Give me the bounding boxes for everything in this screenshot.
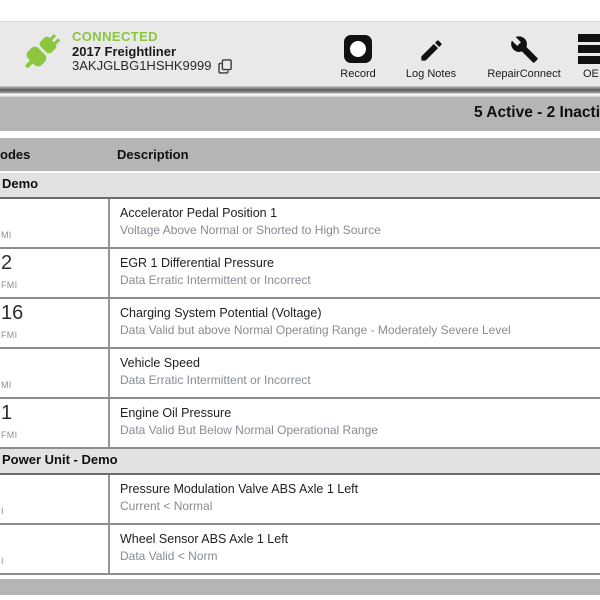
fault-code-cell	[0, 475, 110, 523]
fault-code-cell	[0, 249, 110, 297]
record-icon	[322, 31, 394, 64]
fault-subtitle: Data Erratic Intermittent or Incorrect	[120, 373, 311, 387]
repairconnect-label: RepairConnect	[487, 68, 561, 80]
column-header-description: Description	[117, 147, 189, 162]
fault-description-cell	[112, 199, 600, 237]
list-icon	[578, 31, 600, 64]
vehicle-name: 2017 Freightliner	[72, 43, 177, 59]
section-header-engine: Demo	[0, 173, 600, 199]
fault-summary-bar	[0, 97, 600, 131]
table-footer-bar	[0, 579, 600, 595]
fault-description-cell	[112, 349, 600, 387]
fault-title: Wheel Sensor ABS Axle 1 Left	[120, 532, 289, 546]
fault-code-table	[0, 138, 600, 595]
fault-description-cell	[112, 475, 600, 513]
fault-code-cell	[0, 349, 110, 397]
fault-subtitle: Current < Normal	[120, 499, 213, 513]
connection-plug-icon	[19, 27, 63, 77]
section-header-power-unit: Power Unit - Demo	[0, 449, 600, 475]
fault-subtitle: Data Valid < Norm	[120, 549, 218, 563]
fault-title: Accelerator Pedal Position 1	[120, 206, 278, 220]
fault-code-fmi: FMI	[1, 280, 18, 290]
connection-status: CONNECTED	[72, 29, 158, 44]
fault-description-cell	[112, 249, 600, 287]
fault-code-number: 2	[1, 252, 13, 274]
fault-summary-text: 5 Active - 2 Inacti	[473, 104, 600, 121]
pencil-icon	[394, 31, 468, 64]
column-header-codes: odes	[0, 147, 31, 162]
fault-subtitle: Data Erratic Intermittent or Incorrect	[120, 273, 311, 287]
fault-subtitle: Data Valid but above Normal Operating Range - Moderately Severe Level	[120, 323, 511, 337]
fault-code-number: 1	[1, 402, 13, 424]
fault-title: Charging System Potential (Voltage)	[120, 306, 322, 320]
connection-header	[0, 21, 600, 87]
fault-row[interactable]	[0, 349, 600, 399]
fault-code-number: 16	[1, 302, 24, 324]
fault-code-fmi: FMI	[1, 330, 18, 340]
log-notes-label: Log Notes	[405, 68, 457, 80]
fault-subtitle: Voltage Above Normal or Shorted to High Source	[120, 223, 381, 237]
fault-code-fmi: MI	[1, 230, 12, 240]
oe-label: OE	[583, 68, 599, 80]
fault-row[interactable]	[0, 525, 600, 575]
fault-code-fmi: I	[1, 556, 4, 566]
fault-row[interactable]	[0, 299, 600, 349]
fault-title: Pressure Modulation Valve ABS Axle 1 Left	[120, 482, 359, 496]
fault-code-fmi: MI	[1, 380, 12, 390]
fault-code-cell	[0, 199, 110, 247]
fault-description-cell	[112, 299, 600, 337]
record-button[interactable]	[322, 31, 394, 80]
table-header-row	[0, 138, 600, 171]
fault-code-cell	[0, 399, 110, 447]
vin-line	[72, 59, 232, 74]
fault-code-cell	[0, 525, 110, 573]
repairconnect-button[interactable]	[472, 31, 576, 80]
copy-vin-icon[interactable]	[218, 59, 232, 74]
vehicle-text-lines	[72, 30, 232, 74]
fault-code-fmi: FMI	[1, 430, 18, 440]
fault-subtitle: Data Valid But Below Normal Operational Range	[120, 423, 378, 437]
fault-row[interactable]	[0, 249, 600, 299]
record-label: Record	[340, 68, 376, 80]
vehicle-info-block	[19, 27, 232, 77]
fault-description-cell	[112, 399, 600, 437]
log-notes-button[interactable]	[394, 31, 468, 80]
wrench-icon	[472, 31, 576, 64]
fault-code-cell	[0, 299, 110, 347]
header-divider	[0, 86, 600, 97]
fault-row[interactable]	[0, 475, 600, 525]
oe-button[interactable]	[578, 31, 600, 80]
fault-title: EGR 1 Differential Pressure	[120, 256, 274, 270]
fault-row[interactable]	[0, 399, 600, 449]
fault-description-cell	[112, 525, 600, 563]
fault-title: Vehicle Speed	[120, 356, 200, 370]
fault-row[interactable]	[0, 199, 600, 249]
fault-title: Engine Oil Pressure	[120, 406, 232, 420]
vin-value: 3AKJGLBG1HSHK9999	[72, 58, 212, 74]
fault-code-fmi: I	[1, 506, 4, 516]
